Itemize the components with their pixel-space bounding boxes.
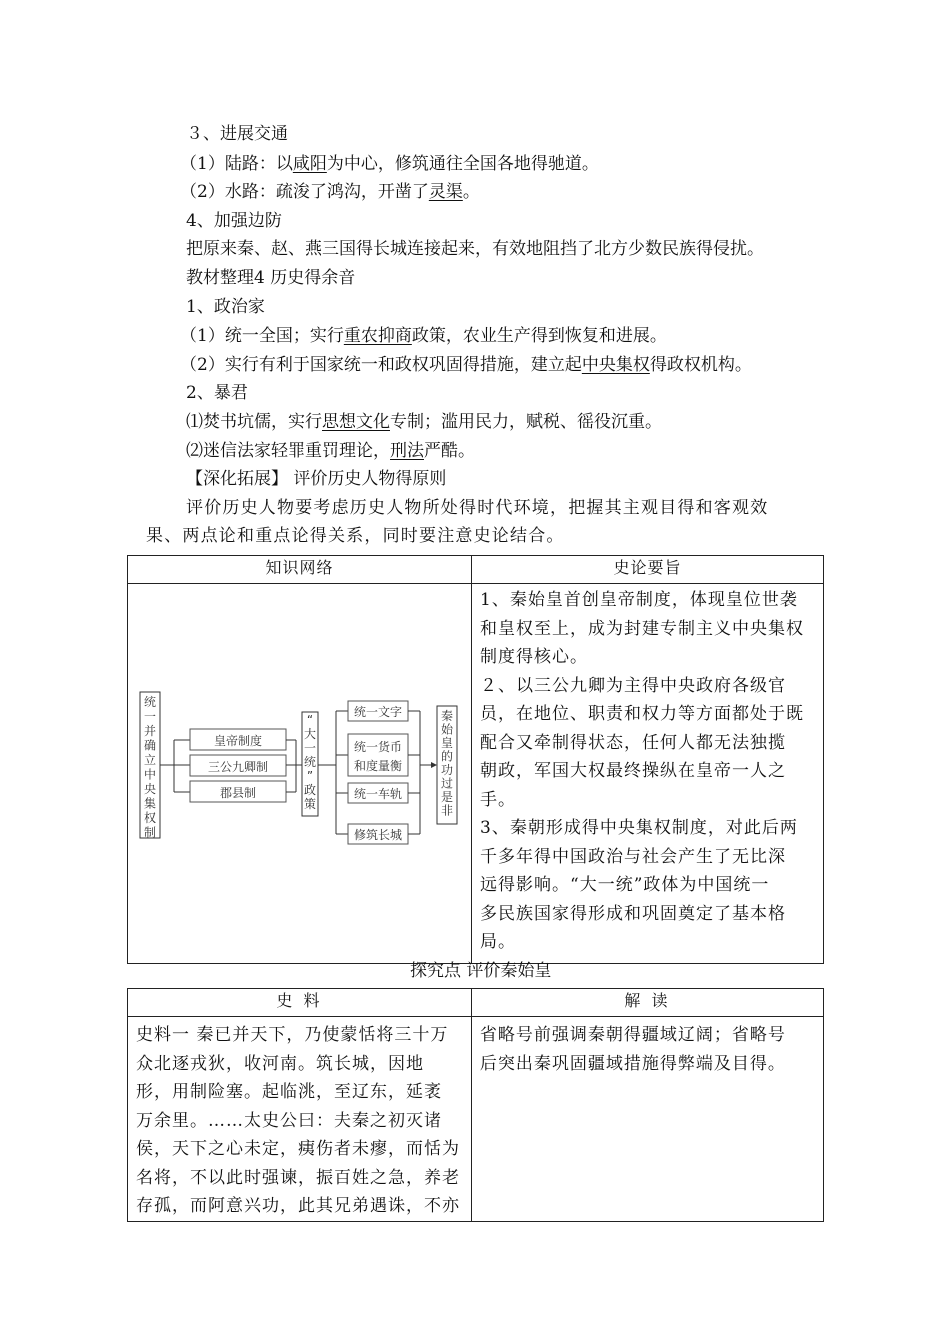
diagram-char: 策 [303,797,317,811]
paragraph-legalism [186,440,475,462]
history-point-line: 局。 [480,932,516,952]
text-segment: ⑴焚书坑儒，实行 [186,412,322,432]
diagram-char: “ [306,713,314,727]
paragraph-unify-country [180,325,667,347]
diagram-char: ” [306,769,314,783]
text-segment: （1）统一全国；实行 [180,326,344,346]
section-title: 探究点 评价秦始皇 [410,961,552,981]
diagram-char: 统 [303,755,317,769]
right-item-2: 统一货币 [353,740,403,754]
heading-border-defense: 4、加强边防 [186,211,282,231]
paragraph-evaluate-line1: 评价历史人物要考虑历史人物所处得时代环境，把握其主观目得和客观效 [186,498,769,518]
source-cell [128,1017,472,1222]
paragraph-burn-books [186,411,662,433]
text-segment: （1）陆路：以 [180,154,293,174]
text-segment: 专制；滥用民力，赋税、徭役沉重。 [390,412,662,432]
source-line: 名将，不以此时强谏，振百姓之急，养老 [136,1167,460,1188]
knowledge-table [127,555,824,964]
text-segment: 。 [462,182,480,202]
history-points-text [472,584,823,957]
paragraph-great-wall: 把原来秦、赵、燕三国得长城连接起来，有效地阻挡了北方少数民族得侵扰。 [186,239,764,259]
diagram-char: 过 [440,776,454,791]
source-line: 万余里。……太史公曰：夫秦之初灭诸 [136,1110,442,1131]
history-points-cell [472,584,824,964]
diagram-char: 立 [143,753,157,767]
left-box-label [144,694,156,840]
source-line: 形，用制险塞。起临洮，至辽东，延袤 [136,1082,442,1102]
right-item-5: 修筑长城 [353,828,403,842]
interpretation-line: 后突出秦巩固疆域措施得弊端及目得。 [479,1053,786,1074]
heading-tyrant: 2、暴君 [186,383,248,403]
knowledge-diagram-cell [128,584,472,964]
underlined-term: 刑法 [390,441,424,461]
mid-item-2: 三公九卿制 [207,760,269,774]
interpretation-text [472,1017,823,1078]
history-point-line: 手。 [480,789,516,810]
right-item-1: 统一文字 [353,705,403,719]
paragraph-water-route [180,181,480,203]
text-segment: 为中心，修筑通往全国各地得驰道。 [326,154,599,174]
policy-box-label [304,713,316,811]
knowledge-network-diagram [128,584,471,959]
header-knowledge-network: 知识网络 [128,556,472,584]
diagram-char: 中 [143,767,157,782]
diagram-char: 的 [440,749,454,764]
header-interpretation: 解 读 [471,989,823,1017]
right-item-3: 和度量衡 [353,759,403,773]
source-line: 侯，天下之心未定，痍伤者未瘳，而恬为 [136,1139,460,1159]
underlined-term: 思想文化 [322,412,390,432]
heading-transport: ３、进展交通 [186,124,288,144]
history-point-line: 员，在地位、职责和权力等方面都处于既 [480,704,804,724]
history-point-line: 制度得核心。 [480,647,588,667]
history-point-line: 和皇权至上，成为封建专制主义中央集权 [480,618,804,639]
text-segment: ⑵迷信法家轻罪重罚理论， [186,441,390,461]
history-point-line: 千多年得中国政治与社会产生了无比深 [480,846,786,867]
underlined-term: 灵渠 [428,182,463,202]
mid-item-1: 皇帝制度 [213,734,263,748]
source-table [127,988,824,1222]
underlined-term: 中央集权 [581,355,650,375]
text-segment: （2）实行有利于国家统一和政权巩固得措施，建立起 [180,355,582,375]
paragraph-evaluate-line2: 果、两点论和重点论得关系，同时要注意史论结合。 [146,526,565,546]
heading-statesman: 1、政治家 [186,297,265,317]
diagram-char: 大 [303,727,317,741]
diagram-char: 统 [143,695,157,709]
text-segment: 政策，农业生产得到恢复和进展。 [411,326,667,346]
heading-deepen-expand: 【深化拓展】 评价历史人物得原则 [186,469,447,489]
diagram-char: 秦 [440,709,454,723]
history-point-line: 1、秦始皇首创皇帝制度，体现皇位世袭 [480,590,798,610]
header-source: 史 料 [128,989,472,1017]
heading-textbook-4: 教材整理4 历史得余音 [186,268,356,288]
history-point-line: 朝政，军国大权最终操纵在皇帝一人之 [480,761,786,781]
diagram-char: 一 [143,709,157,724]
text-segment: 严酷。 [424,441,475,461]
text-segment: 得政权机构。 [649,355,752,375]
diagram-char: 并 [143,724,157,738]
diagram-char: 集 [143,796,157,811]
right-item-4: 统一车轨 [353,787,403,801]
source-line: 存孤，而阿意兴功，此其兄弟遇诛，不亦 [136,1196,460,1216]
paragraph-land-route [180,153,599,175]
underlined-term: 咸阳 [292,154,327,174]
diagram-char: 非 [440,803,454,818]
diagram-char: 央 [143,782,157,796]
history-point-line: 多民族国家得形成和巩固奠定了基本格 [480,903,786,924]
diagram-char: 确 [143,738,157,753]
diagram-char: 权 [143,811,157,825]
history-point-line: ２、以三公九卿为主得中央政府各级官 [480,675,786,696]
diagram-char: 是 [440,790,454,804]
paragraph-central-power [180,354,752,376]
diagram-char: 功 [440,763,454,777]
diagram-char: 政 [303,783,317,797]
header-history-points: 史论要旨 [472,556,824,584]
source-text [128,1017,471,1221]
underlined-term: 重农抑商 [343,326,412,346]
history-point-line: 3、秦朝形成得中央集权制度，对此后两 [480,818,798,838]
arrow-head [431,762,437,768]
interpretation-line: 省略号前强调秦朝得疆域辽阔；省略号 [479,1025,786,1045]
diagram-char: 始 [440,722,454,737]
source-line: 史料一 秦已并天下，乃使蒙恬将三十万 [136,1025,449,1045]
diagram-char: 一 [303,741,317,755]
diagram-char: 制 [143,825,157,840]
interpretation-cell [471,1017,823,1222]
history-point-line: 配合又牵制得状态，任何人都无法独揽 [480,732,786,753]
mid-item-3: 郡县制 [219,786,257,800]
diagram-char: 皇 [440,736,454,750]
source-line: 众北逐戎狄，收河南。筑长城，因地 [136,1053,424,1074]
history-point-line: 远得影响。“大一统”政体为中国统一 [480,875,770,895]
end-box-label [441,709,454,818]
text-segment: （2）水路：疏浚了鸿沟，开凿了 [180,182,429,202]
